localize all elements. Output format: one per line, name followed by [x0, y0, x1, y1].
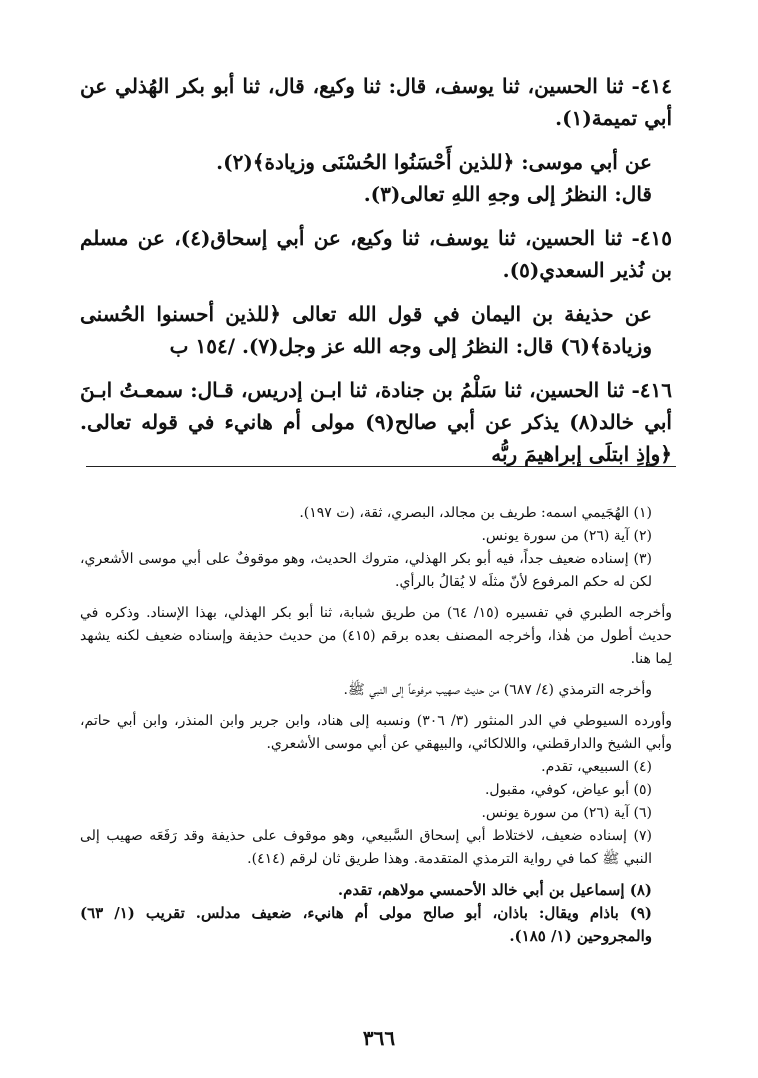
footnote-7: (٧) إسناده ضعيف، لاختلاط أبي إسحاق السَّبيعي، وهو موقوف على حذيفة وقد رَفَعَه صهيب إلى النبي ﷺ كما في رواية الترمذي المتقدمة. وهذا طريق ثان لرقم (٤١٤). — [80, 828, 652, 867]
footnote-8: (٨) إسماعيل بن أبي خالد الأحمسي مولاهم، تقدم. — [337, 881, 652, 899]
hadith-415: ٤١٥- ثنا الحسين، ثنا يوسف، ثنا وكيع، عن أبي إسحاق(٤)، عن مسلم بن نُذير السعدي(٥). — [80, 226, 672, 282]
footnote-divider — [86, 466, 676, 467]
hadith-414: ٤١٤- ثنا الحسين، ثنا يوسف، قال: ثنا وكيع، قال، ثنا أبو بكر الهُذلي عن أبي تميمة(١). — [80, 74, 672, 130]
footnote-2: (٢) آية (٢٦) من سورة يونس. — [481, 528, 652, 544]
footnote-3-tabari: وأخرجه الطبري في تفسيره (١٥/ ٦٤) من طريق شبابة، ثنا أبو بكر الهذلي، بهذا الإسناد. وذكره في حديث أطول من هٰذا، وأخرجه المصنف بعده برقم (٤١٥) من حديث حذيفة وإسناده ضعيف لكنه يشهد لِما هنا. — [80, 605, 673, 667]
main-text — [80, 70, 672, 470]
hadith-414-text: عن أبي موسى: ﴿للذين أَحْسَنُوا الحُسْنَى وزيادة﴾(٢). — [216, 150, 652, 174]
footnote-3: (٣) إسناده ضعيف جداً، فيه أبو بكر الهذلي، متروك الحديث، وهو موقوفٌ على أبي موسى الأشعري، لكن له حكم المرفوع لأنّ مثلَه لا يُقالُ بالرأي. — [80, 551, 652, 590]
hadith-415-text: عن حذيفة بن اليمان في قول الله تعالى ﴿للذين أحسنوا الحُسنى وزيادة﴾(٦) قال: النظرُ إلى وجه الله عز وجل(٧). /١٥٤ ب — [80, 302, 652, 358]
footnote-1: (١) الهُجَيمي اسمه: طريف بن مجالد، البصري، ثقة، (ت ١٩٧). — [299, 505, 652, 521]
footnote-4: (٤) السبيعي، تقدم. — [541, 759, 652, 775]
footnote-6: (٦) آية (٢٦) من سورة يونس. — [481, 805, 652, 821]
hadith-414-saying: قال: النظرُ إلى وجهِ اللهِ تعالى(٣). — [363, 182, 652, 206]
footnote-5: (٥) أبو عياض، كوفي، مقبول. — [484, 782, 652, 798]
footnotes — [80, 502, 672, 948]
footnote-3-tirmidhi: وأخرجه الترمذي (٤/ ٦٨٧) من حديث صهيب مرفوعاً إلى النبي ﷺ. — [343, 682, 652, 698]
hadith-416: ٤١٦- ثنا الحسين، ثنا سَلْمُ بن جنادة، ثنا ابـن إدريس، قـال: سمعـتُ ابـنَ أبي خالد(٨) يذكر عن أبي صالح(٩) مولى أم هانيء في قوله تعالى. ﴿وإذِ ابتلَى إبراهيمَ ربُّه — [80, 378, 672, 466]
footnote-3-suyuti: وأورده السيوطي في الدر المنثور (٣/ ٣٠٦) ونسبه إلى هناد، وابن جرير وابن المنذر، وابن أبي حاتم، وأبي الشيخ والدارقطني، واللالكائي، والبيهقي عن أبي موسى الأشعري. — [80, 713, 673, 752]
page-number: ٣٦٦ — [362, 1026, 396, 1050]
footnote-9: (٩) باذام ويقال: باذان، أبو صالح مولى أم هانيء، ضعيف مدلس. تقريب (١/ ٦٣) والمجروحين (١/ ١٨٥). — [80, 904, 653, 945]
